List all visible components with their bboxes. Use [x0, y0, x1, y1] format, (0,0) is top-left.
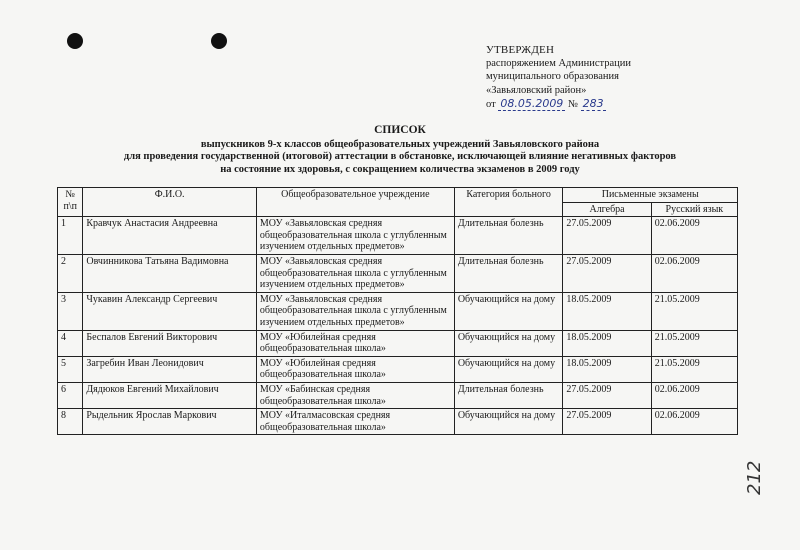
header-algebra: Алгебра	[563, 202, 651, 217]
row-russian-date: 02.06.2009	[651, 409, 737, 435]
table-row	[58, 254, 738, 292]
row-algebra-date: 27.05.2009	[563, 409, 651, 435]
row-school: МОУ «Италмасовская средняя общеобразовательная школа»	[256, 409, 454, 435]
approval-title: УТВЕРЖДЕН	[486, 44, 555, 56]
approval-line-1: распоряжением Администрации	[486, 58, 632, 70]
row-num: 4	[58, 330, 83, 356]
row-category: Обучающийся на дому	[454, 409, 563, 435]
approval-block	[486, 44, 631, 111]
row-school: МОУ «Завьяловская средняя общеобразовательная школа с углубленным изучением отдельных предметов»	[256, 254, 454, 292]
approval-line-2: муниципального образования	[486, 71, 619, 83]
row-category: Длительная болезнь	[454, 382, 563, 408]
row-algebra-date: 18.05.2009	[563, 356, 651, 382]
table-row	[58, 409, 738, 435]
approval-date-prefix: от	[486, 98, 496, 110]
approval-number-prefix: №	[567, 98, 578, 110]
table-row	[58, 382, 738, 408]
table-row	[58, 356, 738, 382]
row-algebra-date: 18.05.2009	[563, 330, 651, 356]
row-russian-date: 21.05.2009	[651, 356, 737, 382]
row-num: 5	[58, 356, 83, 382]
approval-date-line	[486, 97, 631, 111]
margin-page-number: 212	[744, 460, 765, 495]
header-school: Общеобразовательное учреждение	[256, 188, 454, 217]
row-num: 8	[58, 409, 83, 435]
row-category: Длительная болезнь	[454, 217, 563, 255]
row-school: МОУ «Бабинская средняя общеобразовательная школа»	[256, 382, 454, 408]
row-name: Овчинникова Татьяна Вадимовна	[83, 254, 257, 292]
header-category: Категория больного	[454, 188, 563, 217]
row-algebra-date: 27.05.2009	[563, 217, 651, 255]
row-russian-date: 21.05.2009	[651, 330, 737, 356]
document-title-block	[60, 124, 740, 176]
row-category: Обучающийся на дому	[454, 330, 563, 356]
row-russian-date: 02.06.2009	[651, 382, 737, 408]
header-russian: Русский язык	[651, 202, 737, 217]
row-name: Чукавин Александр Сергеевич	[83, 292, 257, 330]
row-algebra-date: 27.05.2009	[563, 254, 651, 292]
approval-line-3: «Завьяловский район»	[486, 84, 587, 96]
row-num: 1	[58, 217, 83, 255]
document-subtitle-2: для проведения государственной (итоговой) аттестации в обстановке, исключающей влияние негативных факторов	[123, 151, 677, 163]
approval-date-value: 08.05.2009	[500, 96, 564, 110]
document-title: СПИСОК	[374, 124, 426, 136]
row-category: Обучающийся на дому	[454, 292, 563, 330]
table-header-row	[58, 188, 738, 203]
row-algebra-date: 27.05.2009	[563, 382, 651, 408]
row-school: МОУ «Завьяловская средняя общеобразовательная школа с углубленным изучением отдельных предметов»	[256, 292, 454, 330]
document-subtitle-3: на состояние их здоровья, с сокращением количества экзаменов в 2009 году	[220, 163, 580, 175]
row-school: МОУ «Юбилейная средняя общеобразовательная школа»	[256, 330, 454, 356]
graduates-table	[57, 187, 738, 435]
row-category: Длительная болезнь	[454, 254, 563, 292]
row-russian-date: 21.05.2009	[651, 292, 737, 330]
row-russian-date: 02.06.2009	[651, 217, 737, 255]
row-num: 3	[58, 292, 83, 330]
punch-hole-right	[211, 33, 227, 49]
header-num: № п\п	[58, 188, 83, 217]
header-name: Ф.И.О.	[83, 188, 257, 217]
row-name: Загребин Иван Леонидович	[83, 356, 257, 382]
approval-number-value: 283	[582, 96, 604, 110]
table-row	[58, 330, 738, 356]
row-algebra-date: 18.05.2009	[563, 292, 651, 330]
row-name: Дядюков Евгений Михайлович	[83, 382, 257, 408]
document-subtitle-1: выпускников 9-х классов общеобразовательных учреждений Завьяловского района	[200, 138, 600, 150]
row-category: Обучающийся на дому	[454, 356, 563, 382]
header-exams: Письменные экзамены	[563, 188, 738, 203]
table-row	[58, 217, 738, 255]
row-num: 2	[58, 254, 83, 292]
row-school: МОУ «Юбилейная средняя общеобразовательная школа»	[256, 356, 454, 382]
row-num: 6	[58, 382, 83, 408]
table-row	[58, 292, 738, 330]
row-name: Кравчук Анастасия Андреевна	[83, 217, 257, 255]
row-name: Рыдельник Ярослав Маркович	[83, 409, 257, 435]
row-russian-date: 02.06.2009	[651, 254, 737, 292]
row-name: Беспалов Евгений Викторович	[83, 330, 257, 356]
row-school: МОУ «Завьяловская средняя общеобразовательная школа с углубленным изучением отдельных предметов»	[256, 217, 454, 255]
punch-hole-left	[67, 33, 83, 49]
